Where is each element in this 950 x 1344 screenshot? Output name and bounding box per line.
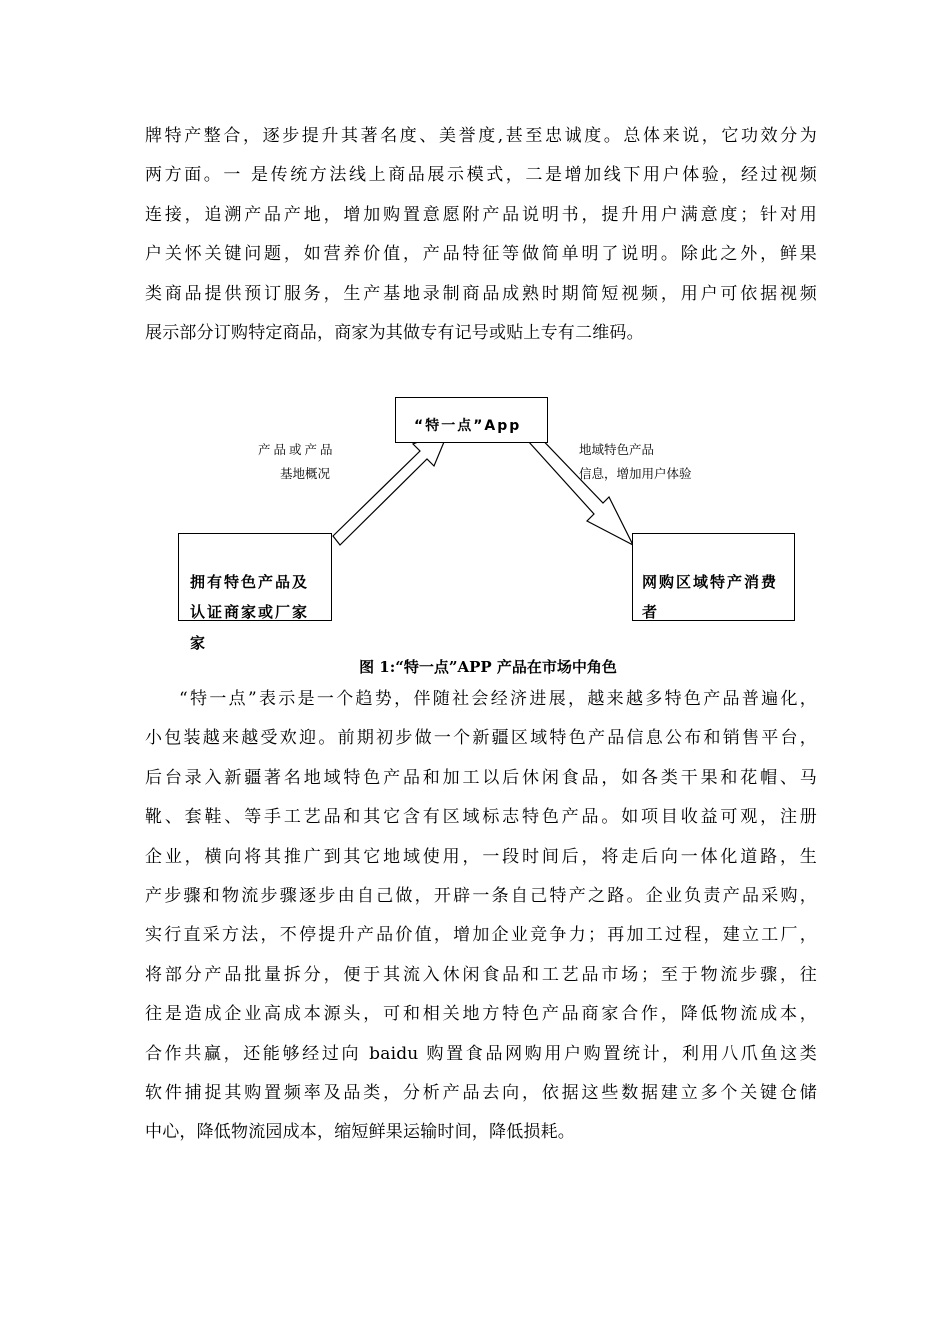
- text-line: 连接，追溯产品产地，增加购置意愿附产品说明书，提升用户满意度；针对用: [145, 204, 817, 225]
- text-line: 合作共赢，还能够经过向 baidu 购置食品网购用户购置统计，利用八爪鱼这类: [145, 1043, 817, 1064]
- consumer-box: [632, 533, 795, 621]
- right-label-line: 信息，增加用户体验: [579, 466, 692, 481]
- left-label-line: 产品或产品: [258, 442, 336, 457]
- figure-caption: 图 1:“特一点”APP 产品在市场中角色: [359, 658, 617, 676]
- arrow-left-to-app: [333, 430, 449, 545]
- text-line: 小包装越来越受欢迎。前期初步做一个新疆区域特色产品信息公布和销售平台，: [145, 728, 817, 749]
- text-line: 两方面。一 是传统方法线上商品展示模式，二是增加线下用户体验，经过视频: [145, 165, 817, 186]
- consumer-line: 者: [642, 603, 660, 621]
- left-arrow-label: [258, 438, 336, 486]
- text-line: 靴、套鞋、等手工艺品和其它含有区域标志特色产品。如项目收益可观，注册: [145, 807, 817, 828]
- text-line: 户关怀关键问题，如营养价值，产品特征等做简单明了说明。除此之外，鲜果: [145, 244, 817, 265]
- text-line: 牌特产整合，逐步提升其著名度、美誉度,甚至忠诚度。总体来说，它功效分为: [145, 126, 817, 146]
- app-box-label: “特一点”App: [414, 418, 522, 434]
- paragraph-body: [145, 680, 817, 1153]
- text-line: 往是造成企业高成本源头，可和相关地方特色产品商家合作，降低物流成本，: [145, 1004, 817, 1025]
- right-arrow-label: [579, 438, 692, 486]
- text-line: 企业，横向将其推广到其它地域使用，一段时间后，将走后向一体化道路，生: [145, 846, 817, 867]
- text-line: 产步骤和物流步骤逐步由自己做，开辟一条自己特产之路。企业负责产品采购，: [145, 885, 817, 906]
- text-line: 软件捕捉其购置频率及品类，分析产品去向，依据这些数据建立多个关键仓储: [145, 1082, 817, 1103]
- app-box: [395, 397, 548, 443]
- merchant-line: 家: [190, 634, 208, 652]
- text-line: 类商品提供预订服务，生产基地录制商品成熟时期简短视频，用户可依据视频: [145, 283, 817, 304]
- left-label-line: 基地概况: [280, 466, 331, 481]
- right-label-line: 地域特色产品: [579, 442, 655, 457]
- merchant-line: 认证商家或厂家: [190, 603, 310, 621]
- text-line: 展示部分订购特定商品，商家为其做专有记号或贴上专有二维码。: [145, 322, 644, 343]
- text-line: “特一点”表示是一个趋势，伴随社会经济进展，越来越多特色产品普遍化，: [179, 689, 817, 709]
- text-line: 将部分产品批量拆分，便于其流入休闲食品和工艺品市场；至于物流步骤，往: [145, 964, 817, 985]
- text-line: 中心，降低物流园成本，缩短鲜果运输时间，降低损耗。: [145, 1122, 575, 1143]
- merchant-line: 拥有特色产品及: [190, 573, 310, 591]
- merchant-box: [178, 533, 332, 652]
- text-line: 后台录入新疆著名地域特色产品和加工以后休闲食品，如各类干果和花帽、马: [145, 767, 817, 788]
- consumer-line: 网购区域特产消费: [642, 573, 779, 591]
- text-line: 实行直采方法，不停提升产品价值，增加企业竞争力；再加工过程，建立工厂，: [145, 925, 817, 946]
